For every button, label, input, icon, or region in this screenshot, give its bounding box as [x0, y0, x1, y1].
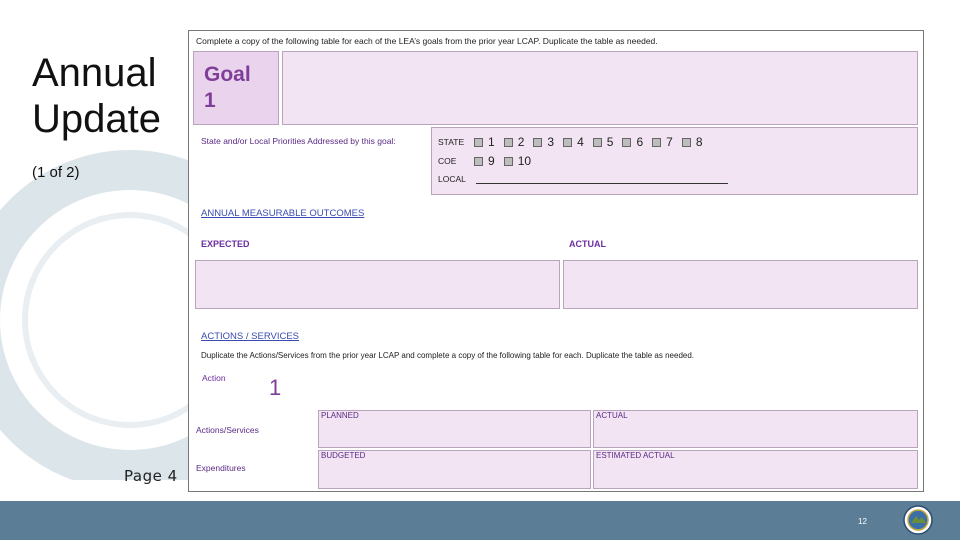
actual-label: ACTUAL	[569, 239, 606, 249]
actual-outcomes-field[interactable]	[563, 260, 918, 309]
slide-number: 12	[858, 517, 867, 526]
state-checkbox-6[interactable]	[622, 138, 631, 147]
state-priorities-row	[438, 135, 712, 149]
state-option-7: 7	[666, 135, 673, 149]
state-checkbox-2[interactable]	[504, 138, 513, 147]
priorities-label: State and/or Local Priorities Addressed by this goal:	[201, 136, 396, 146]
state-option-8: 8	[695, 135, 703, 149]
lcap-goal-form	[188, 30, 924, 492]
actions-services-heading: ACTIONS / SERVICES	[201, 331, 300, 342]
action-number: 1	[269, 375, 282, 400]
state-option-6: 6	[636, 135, 644, 149]
goal-number: 1	[204, 89, 216, 112]
state-checkbox-8[interactable]	[682, 138, 691, 147]
goal-label: Goal	[204, 63, 251, 86]
local-priorities-field[interactable]	[476, 175, 728, 184]
footer-bar	[0, 501, 960, 540]
state-seal-logo-icon	[903, 505, 933, 535]
state-checkbox-3[interactable]	[533, 138, 542, 147]
state-checkbox-1[interactable]	[474, 138, 483, 147]
actions-services-label: Actions/Services	[196, 425, 259, 435]
goal-heading	[204, 62, 251, 114]
state-option-4: 4	[577, 135, 584, 149]
form-instruction: Complete a copy of the following table for each of the LEA’s goals from the prior year LCAP. Duplicate the table as needed.	[196, 36, 658, 46]
coe-checkbox-10[interactable]	[504, 157, 513, 166]
expected-outcomes-field[interactable]	[195, 260, 560, 309]
state-checkbox-7[interactable]	[652, 138, 661, 147]
state-option-1: 1	[488, 135, 495, 149]
state-checkbox-4[interactable]	[563, 138, 572, 147]
local-label: LOCAL	[438, 174, 466, 184]
estimated-actual-field[interactable]	[593, 450, 918, 489]
page-label: Page 4	[124, 467, 178, 485]
planned-label: PLANNED	[321, 411, 359, 420]
actual-col-label: ACTUAL	[596, 411, 628, 420]
goal-description-field[interactable]	[282, 51, 918, 125]
slide-title-line2: Update	[32, 97, 161, 141]
slide-subtitle: (1 of 2)	[32, 164, 80, 181]
expected-label: EXPECTED	[201, 239, 250, 249]
state-option-5: 5	[606, 135, 614, 149]
slide-title-line1: Annual	[32, 51, 157, 95]
state-checkbox-5[interactable]	[593, 138, 602, 147]
state-option-2: 2	[517, 135, 525, 149]
planned-field[interactable]	[318, 410, 591, 448]
duplicate-instruction: Duplicate the Actions/Services from the prior year LCAP and complete a copy of the following table for each. Duplicate the table as needed.	[201, 351, 695, 360]
coe-checkbox-9[interactable]	[474, 157, 483, 166]
coe-priorities-row	[438, 154, 540, 168]
expenditures-label: Expenditures	[196, 463, 246, 473]
estimated-actual-label: ESTIMATED ACTUAL	[596, 451, 675, 460]
outcomes-heading: ANNUAL MEASURABLE OUTCOMES	[201, 208, 365, 219]
slide-title	[32, 50, 161, 142]
action-label: Action	[202, 373, 226, 383]
budgeted-field[interactable]	[318, 450, 591, 489]
coe-option-10: 10	[517, 154, 532, 168]
coe-option-9: 9	[488, 154, 495, 168]
local-priorities-row	[438, 174, 728, 184]
budgeted-label: BUDGETED	[321, 451, 366, 460]
coe-label: COE	[438, 156, 457, 166]
goal-box	[193, 51, 279, 125]
priorities-box	[431, 127, 918, 195]
actual-actions-field[interactable]	[593, 410, 918, 448]
state-label: STATE	[438, 137, 465, 147]
state-option-3: 3	[547, 135, 555, 149]
